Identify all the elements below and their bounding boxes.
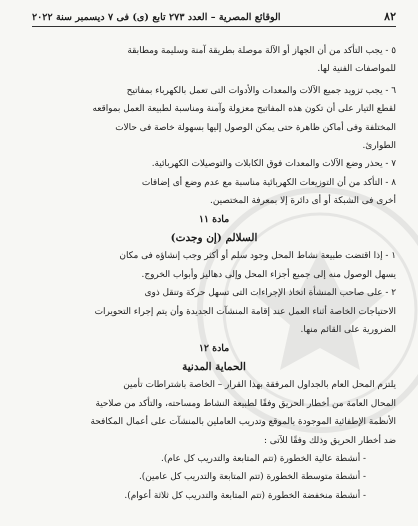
article-11-title: مادة ١١ (198, 213, 230, 225)
document-page (32, 10, 396, 520)
article-11-heading: السلالم (إن وجدت) (170, 232, 258, 245)
paragraph-line: لقطع التيار على أن تكون هذه المفاتيح معزولة وآمنة ومناسبة لطبيعة العمل بمواقعه (92, 104, 396, 115)
paragraph-line: ٥ - يجب التأكد من أن الجهاز أو الآلة موصلة بطريقة آمنة وسليمة ومطابقة (127, 46, 396, 56)
paragraph-line: للمواصفات الفنية لها. (317, 64, 396, 75)
list-item: - أنشطة عالية الخطورة (تتم المتابعة والتدريب كل عام). (161, 453, 366, 464)
list-item: - أنشطة متوسطة الخطورة (تتم المتابعة والتدريب كل عامين). (138, 472, 366, 483)
paragraph-line: ١ - إذا اقتضت طبيعة نشاط المحل وجود سلم أو أكثر وجب إنشاؤه فى مكان (119, 251, 396, 262)
paragraph-line: يسهل الوصول منه إلى جميع أجزاء المحل وإلى دهاليز وأبواب الخروج. (141, 269, 396, 280)
paragraph-line: ٧ - يحذر وضع الآلات والمعدات فوق الكابلات والتوصيلات الكهربائية. (151, 159, 396, 170)
paragraph-line: ٨ - التأكد من أن التوزيعات الكهربائية مناسبة مع عدم وضع أى إضافات (141, 177, 396, 188)
paragraph-line: الطوارئ. (362, 141, 396, 152)
header-title: الوقائع المصرية – العدد ٢٧٣ تابع (ى) فى ٧ ديسمبر سنة ٢٠٢٢ (32, 12, 281, 23)
article-12-heading: الحماية المدنية (182, 360, 246, 373)
paragraph-line: ٢ - على صاحب المنشأة اتخاذ الإجراءات التى تسهل حركة وتنقل ذوى (144, 288, 396, 299)
paragraph-line: الضرورية على القائم منها. (300, 325, 396, 336)
paragraph-line: ضد أخطار الحريق وذلك وفقًا للآتى : (263, 435, 396, 446)
paragraph-line: الأنظمة الإطفائية الموجودة بالموقع وتدريب العاملين بالمنشآت على أعمال المكافحة (90, 417, 396, 428)
page-header (32, 10, 396, 27)
page-number: ٨٢ (384, 10, 396, 23)
paragraph-line: أخرى فى الشبكة أو أى دائرة إلا بمعرفة المختصين. (210, 196, 396, 207)
paragraph-line: المحال العامة من أخطار الحريق وفقًا لطبيعة النشاط ومساحته، والتأكد من صلاحية (95, 398, 396, 409)
article-12-title: مادة ١٢ (198, 342, 230, 354)
list-item: - أنشطة منخفضة الخطورة (تتم المتابعة والتدريب كل ثلاثة أعوام). (124, 490, 366, 501)
paragraph-line: يلتزم المحل العام بالجداول المرفقة بهذا القرار – الخاصة باشتراطات تأمين (123, 380, 396, 391)
paragraph-line: ٦ - يجب تزويد جميع الآلات والمعدات والأدوات التى تعمل بالكهرباء بمفاتيح (126, 85, 396, 96)
paragraph-line: المختلفة وفى أماكن ظاهرة حتى يمكن الوصول إليها بسهولة خاصة فى حالات (115, 122, 396, 133)
paragraph-line: الاحتياجات الخاصة أثناء العمل عند إقامة المنشآت الجديدة وأن يتم إجراء التحويرات (94, 306, 396, 317)
document-body (32, 42, 396, 505)
